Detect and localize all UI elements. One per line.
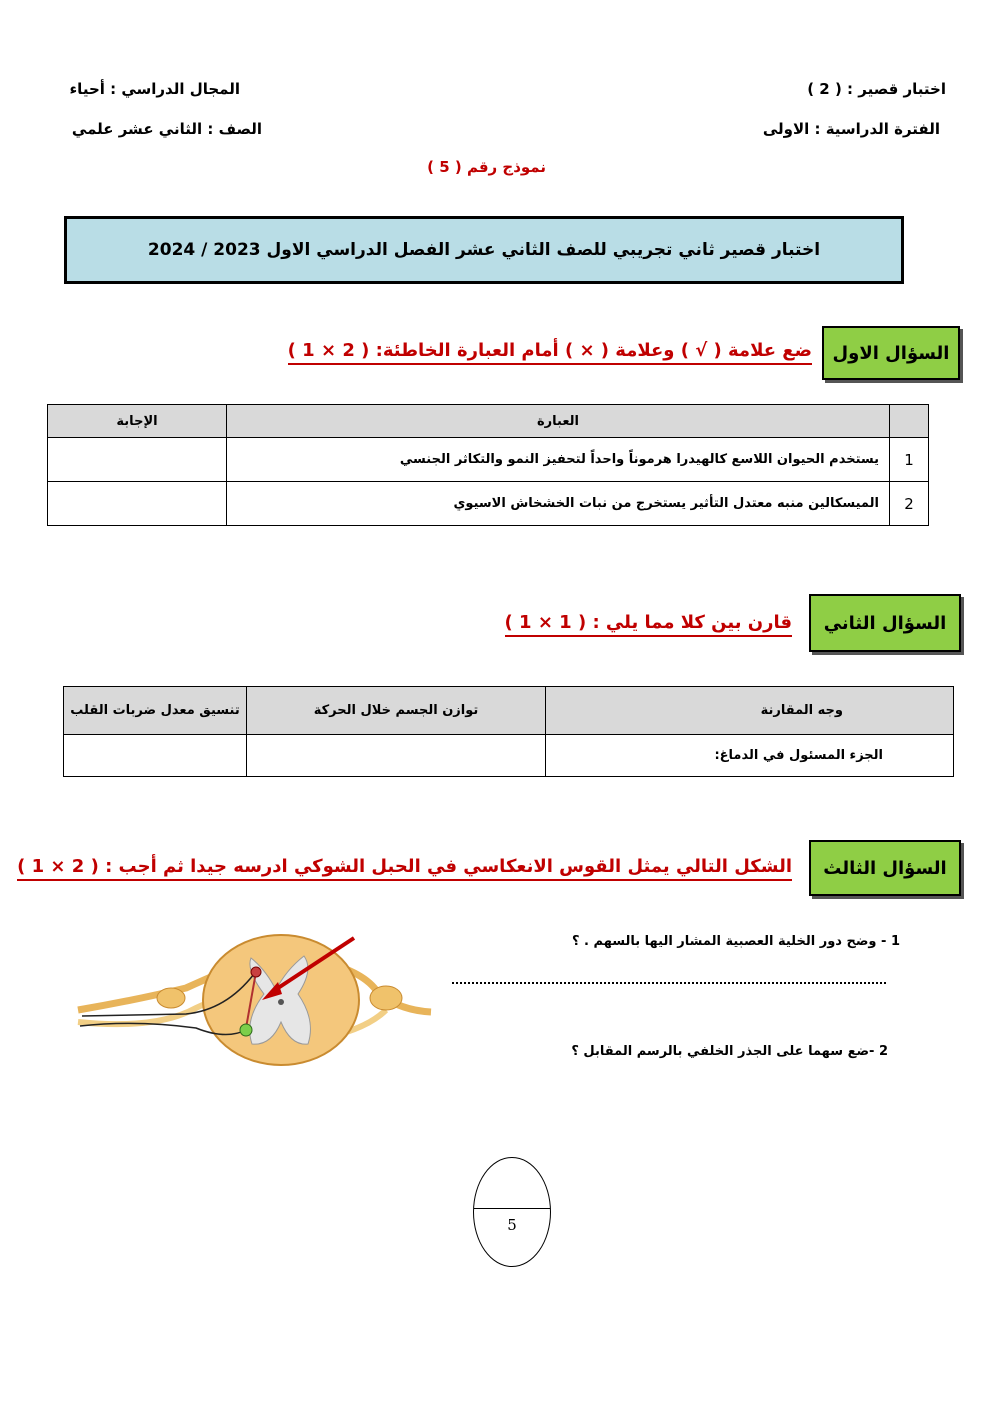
table-row: [64, 735, 954, 777]
page-number-oval: [473, 1157, 551, 1267]
q1-badge: السؤال الاول: [822, 326, 960, 380]
q1-title: ضع علامة ( √ ) وعلامة ( × ) أمام العبارة الخاطئة: ( 2 × 1 ): [288, 340, 812, 365]
interneuron-body: [251, 967, 261, 977]
central-canal: [278, 999, 284, 1005]
dorsal-root-ganglion: [157, 988, 185, 1008]
banner-text: اختبار قصير ثاني تجريبي للصف الثاني عشر الفصل الدراسي الاول 2023 / 2024: [147, 240, 821, 260]
q1-col-statement: العبارة: [227, 405, 890, 438]
q3-item-1: 1 - وضح دور الخلية العصبية المشار اليها بالسهم . ؟: [571, 934, 900, 949]
row-number: 1: [890, 438, 929, 482]
page-number: 5: [507, 1216, 517, 1234]
statement-cell: يستخدم الحيوان اللاسع كالهيدرا هرموناً واحداً لتحفيز النمو والتكاثر الجنسي: [227, 438, 890, 482]
reflex-arc-diagram[interactable]: [76, 930, 446, 1080]
answer-cell[interactable]: [64, 735, 247, 777]
grade-label: الصف : الثاني عشر علمي: [71, 120, 262, 138]
q2-col-balance: توازن الجسم خلال الحركة: [247, 687, 546, 735]
term-label: الفترة الدراسية : الاولى: [762, 120, 940, 138]
aspect-cell: الجزء المسئول في الدماغ:: [546, 735, 954, 777]
table-row: [48, 482, 929, 526]
q1-table: [47, 404, 929, 526]
oval-divider: [474, 1208, 550, 1209]
q2-col-heart: تنسيق معدل ضربات القلب: [64, 687, 247, 735]
answer-cell[interactable]: [48, 482, 227, 526]
q1-col-answer: الإجابة: [48, 405, 227, 438]
answer-cell[interactable]: [247, 735, 546, 777]
q2-table: [63, 686, 954, 777]
row-number: 2: [890, 482, 929, 526]
q2-badge: السؤال الثاني: [809, 594, 961, 652]
quiz-number-label: اختبار قصير : ( 2 ): [807, 80, 946, 98]
statement-cell: الميسكالين منبه معتدل التأثير يستخرج من نبات الخشخاش الاسيوي: [227, 482, 890, 526]
q3-badge: السؤال الثالث: [809, 840, 961, 896]
q2-col-aspect: وجه المقارنة: [546, 687, 954, 735]
answer-line[interactable]: [452, 972, 886, 984]
right-ganglion: [370, 986, 402, 1010]
model-number-label: نموذج رقم ( 5 ): [427, 158, 546, 176]
q3-title: الشكل التالي يمثل القوس الانعكاسي في الحبل الشوكي ادرسه جيدا ثم أجب : ( 2 × 1 ): [17, 856, 792, 881]
q2-title: قارن بين كلا مما يلي : ( 1 × 1 ): [505, 612, 792, 637]
q3-item-2: 2 -ضع سهما على الجذر الخلفي بالرسم المقابل ؟: [571, 1044, 888, 1059]
title-banner: [64, 216, 904, 284]
answer-cell[interactable]: [48, 438, 227, 482]
motor-neuron-body: [240, 1024, 252, 1036]
subject-label: المجال الدراسي : أحياء: [69, 80, 240, 98]
table-row: [48, 438, 929, 482]
q1-col-num: [890, 405, 929, 438]
